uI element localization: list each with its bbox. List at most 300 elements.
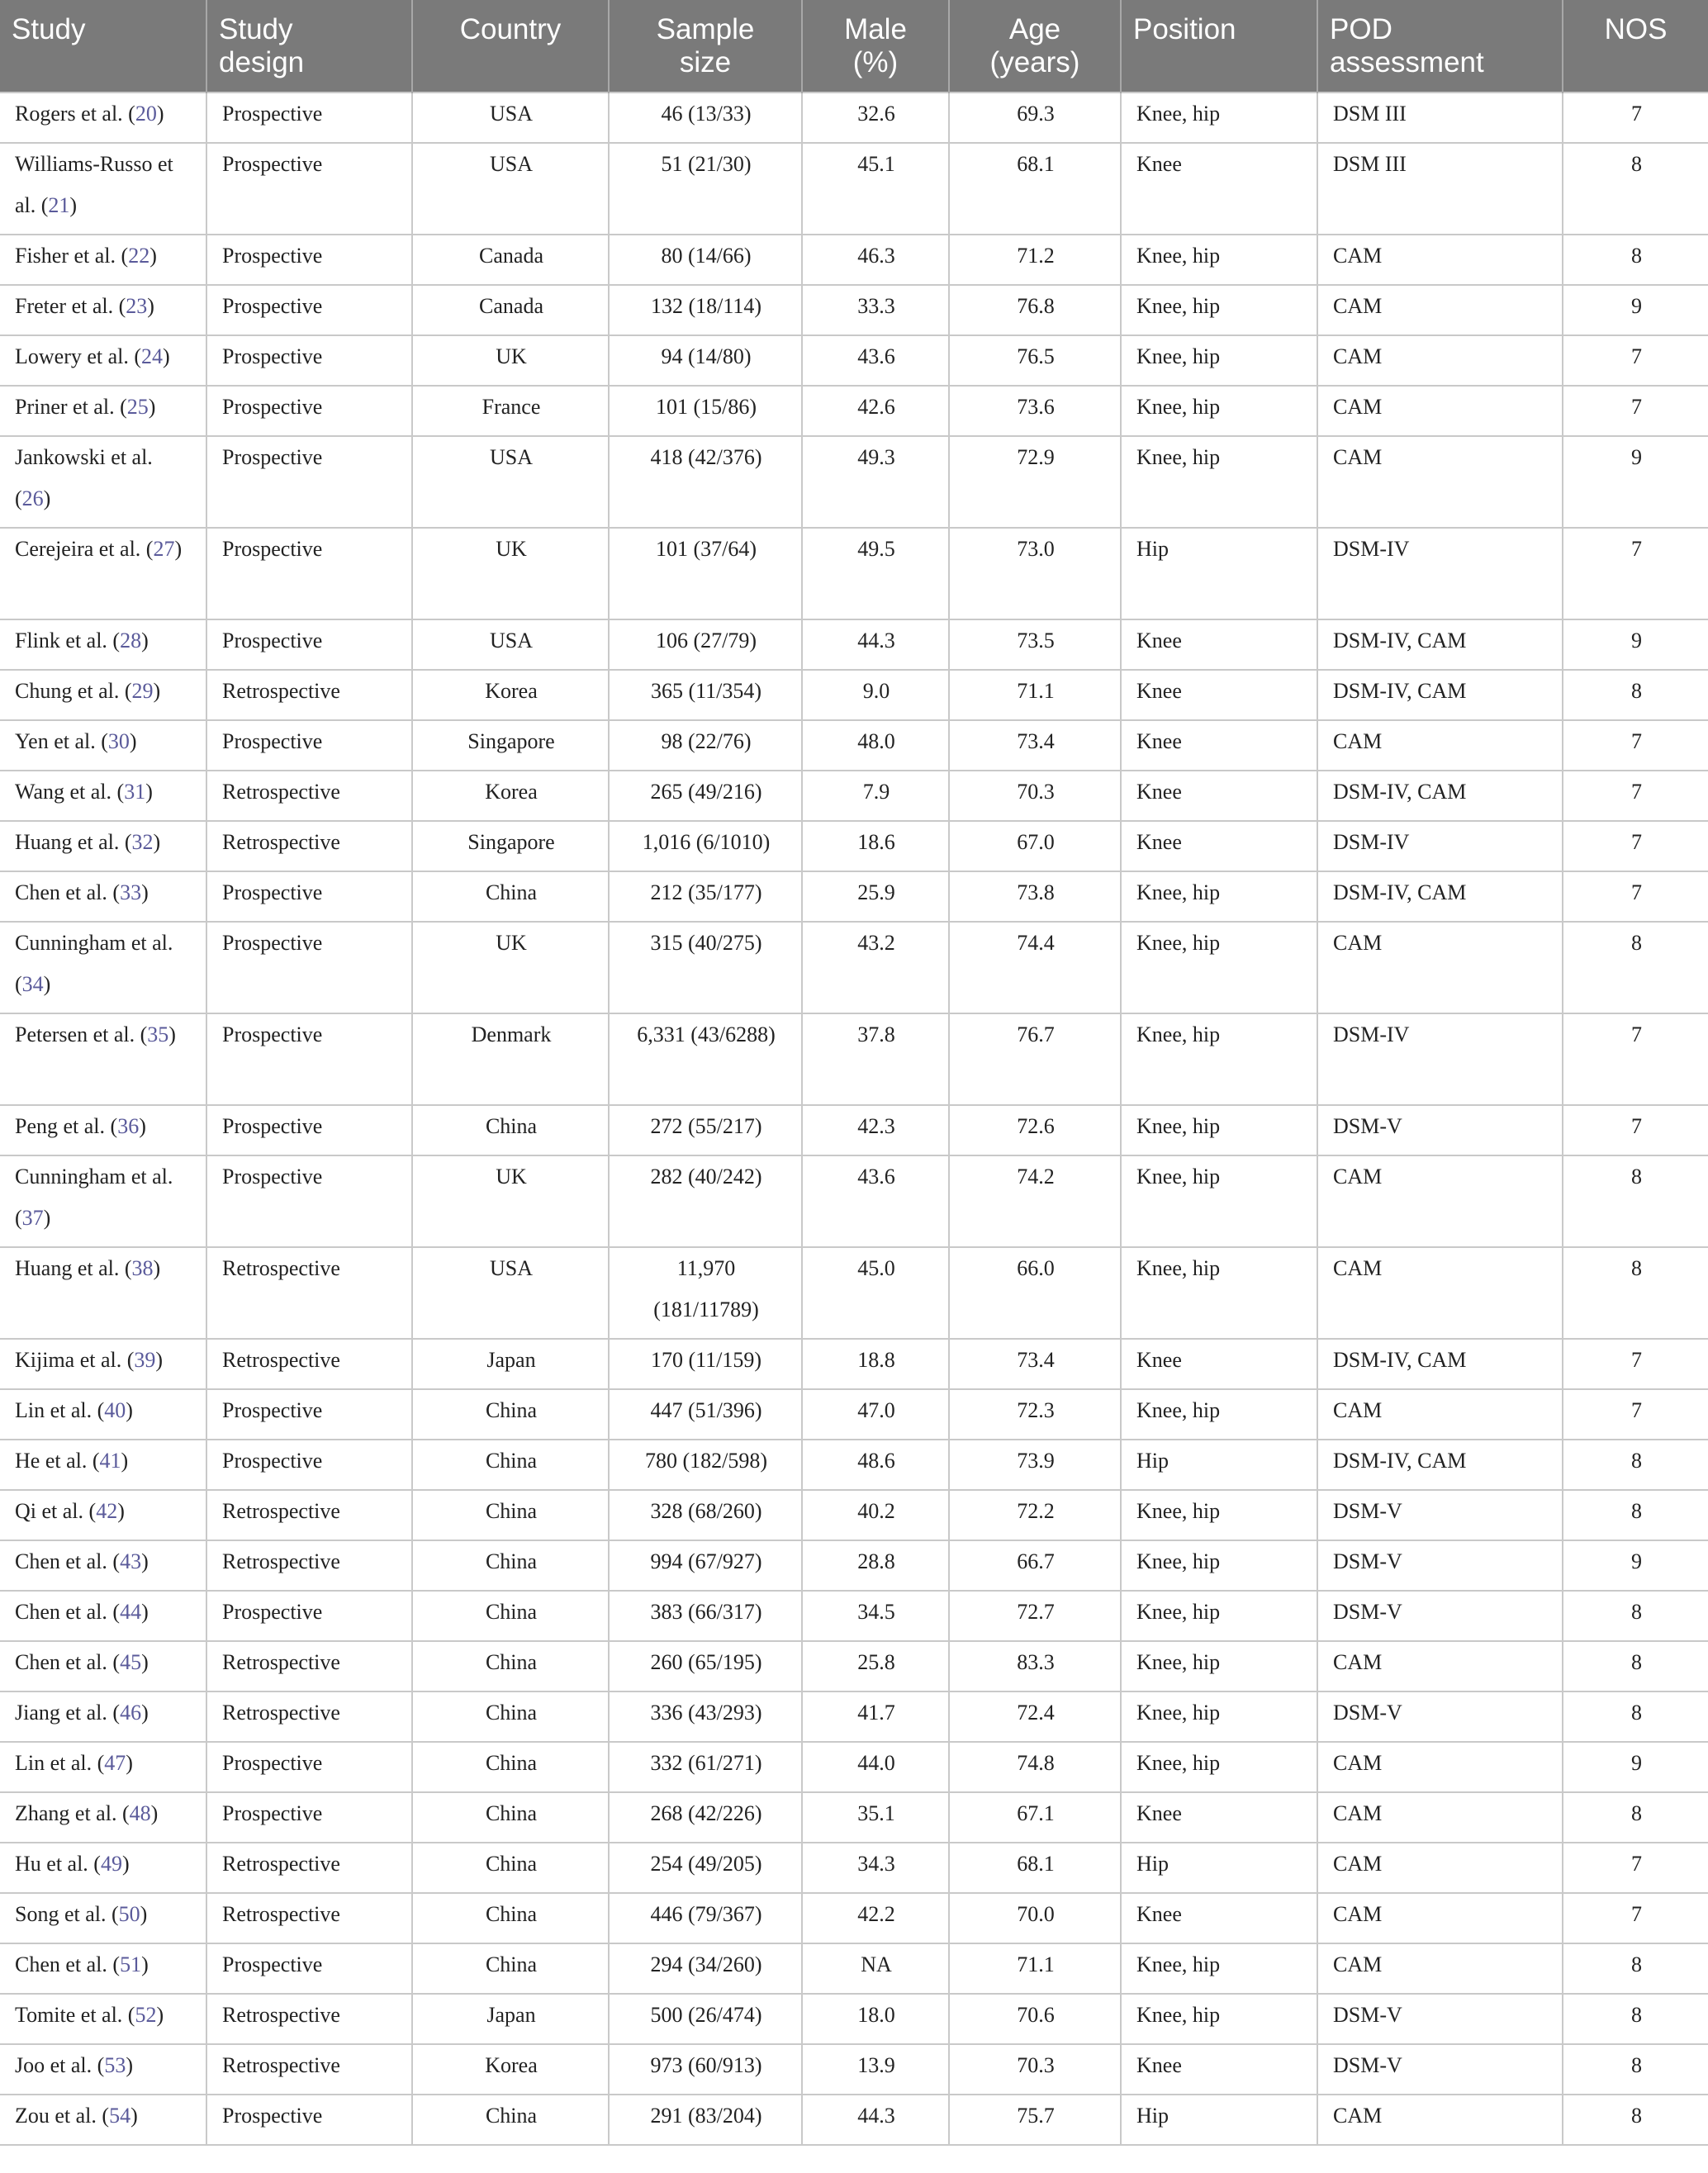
cell-nos: 8 <box>1563 143 1708 235</box>
cell-nos: 8 <box>1563 1641 1708 1691</box>
cell-male: 7.9 <box>802 771 949 821</box>
cell-nos: 7 <box>1563 1843 1708 1893</box>
cell-sample-size: 132 (18/114) <box>609 285 802 335</box>
cell-study-design: Prospective <box>206 922 412 1013</box>
cell-country: China <box>412 1742 609 1792</box>
study-paren-close: ) <box>117 1499 125 1523</box>
study-paren-close: ) <box>153 679 161 703</box>
cell-nos: 7 <box>1563 1339 1708 1389</box>
header-pod-assessment: POD assessment <box>1317 0 1563 93</box>
cell-age: 83.3 <box>949 1641 1121 1691</box>
cell-sample-size: 328 (68/260) <box>609 1490 802 1540</box>
cell-nos: 7 <box>1563 93 1708 143</box>
cell-country: UK <box>412 1155 609 1247</box>
cell-study <box>0 1389 206 1440</box>
study-paren-close: ) <box>130 2104 138 2128</box>
reference-link[interactable]: 46 <box>120 1701 142 1725</box>
cell-age: 69.3 <box>949 93 1121 143</box>
reference-link[interactable]: 34 <box>21 972 44 996</box>
reference-link[interactable]: 26 <box>21 486 44 510</box>
cell-pod-assessment: CAM <box>1317 720 1563 771</box>
reference-link[interactable]: 31 <box>124 780 146 804</box>
reference-link[interactable]: 36 <box>117 1114 140 1138</box>
cell-age: 70.6 <box>949 1994 1121 2044</box>
cell-study <box>0 1339 206 1389</box>
study-author: Tomite et al. ( <box>15 2003 135 2027</box>
cell-sample-size: 94 (14/80) <box>609 335 802 386</box>
study-paren-close: ) <box>148 395 156 419</box>
cell-sample-size: 272 (55/217) <box>609 1105 802 1155</box>
reference-link[interactable]: 51 <box>120 1952 142 1976</box>
cell-position: Knee, hip <box>1121 235 1317 285</box>
reference-link[interactable]: 54 <box>109 2104 131 2128</box>
table-row <box>0 1389 1708 1440</box>
cell-sample-size: 315 (40/275) <box>609 922 802 1013</box>
cell-position: Knee, hip <box>1121 1247 1317 1339</box>
header-country: Country <box>412 0 609 93</box>
study-author: Chen et al. ( <box>15 1600 121 1624</box>
cell-sample-size: 973 (60/913) <box>609 2044 802 2095</box>
cell-position: Knee, hip <box>1121 871 1317 922</box>
reference-link[interactable]: 27 <box>153 537 175 561</box>
cell-male: 34.5 <box>802 1591 949 1641</box>
cell-male: 46.3 <box>802 235 949 285</box>
header-position: Position <box>1121 0 1317 93</box>
cell-pod-assessment: DSM-V <box>1317 1994 1563 2044</box>
cell-pod-assessment: CAM <box>1317 1893 1563 1943</box>
header-age: Age (years) <box>949 0 1121 93</box>
study-paren-close: ) <box>43 1206 51 1230</box>
cell-nos: 8 <box>1563 1155 1708 1247</box>
table-body <box>0 93 1708 2145</box>
table-row <box>0 871 1708 922</box>
reference-link[interactable]: 35 <box>147 1022 169 1046</box>
study-author: Flink et al. ( <box>15 629 121 652</box>
cell-position: Knee, hip <box>1121 1742 1317 1792</box>
cell-country: Korea <box>412 2044 609 2095</box>
cell-study-design: Prospective <box>206 1105 412 1155</box>
cell-pod-assessment: DSM-V <box>1317 1691 1563 1742</box>
cell-sample-size: 101 (15/86) <box>609 386 802 436</box>
cell-pod-assessment: CAM <box>1317 1943 1563 1994</box>
cell-study <box>0 528 206 619</box>
cell-sample-size: 291 (83/204) <box>609 2095 802 2145</box>
table-row <box>0 1893 1708 1943</box>
table-row <box>0 1843 1708 1893</box>
reference-link[interactable]: 25 <box>126 395 149 419</box>
table-row <box>0 1742 1708 1792</box>
cell-age: 73.4 <box>949 720 1121 771</box>
cell-male: 41.7 <box>802 1691 949 1742</box>
table-row <box>0 235 1708 285</box>
study-paren-close: ) <box>129 729 137 753</box>
cell-nos: 9 <box>1563 285 1708 335</box>
cell-pod-assessment: CAM <box>1317 1155 1563 1247</box>
cell-pod-assessment: DSM-IV, CAM <box>1317 1440 1563 1490</box>
cell-age: 74.8 <box>949 1742 1121 1792</box>
cell-male: 43.2 <box>802 922 949 1013</box>
cell-pod-assessment: DSM-V <box>1317 1490 1563 1540</box>
cell-age: 67.0 <box>949 821 1121 871</box>
cell-country: Singapore <box>412 821 609 871</box>
cell-sample-size: 51 (21/30) <box>609 143 802 235</box>
cell-country: Korea <box>412 670 609 720</box>
table-row <box>0 1105 1708 1155</box>
study-author: Williams-Russo et al. ( <box>15 152 173 217</box>
study-author: Lowery et al. ( <box>15 344 142 368</box>
header-sample-size: Sample size <box>609 0 802 93</box>
cell-sample-size: 106 (27/79) <box>609 619 802 670</box>
cell-age: 70.3 <box>949 771 1121 821</box>
cell-sample-size: 11,970 (181/11789) <box>609 1247 802 1339</box>
cell-male: 45.1 <box>802 143 949 235</box>
cell-male: 33.3 <box>802 285 949 335</box>
table-row <box>0 1641 1708 1691</box>
table-row <box>0 2095 1708 2145</box>
study-paren-close: ) <box>153 1256 161 1280</box>
cell-pod-assessment: DSM-IV, CAM <box>1317 871 1563 922</box>
cell-age: 72.2 <box>949 1490 1121 1540</box>
cell-country: Denmark <box>412 1013 609 1105</box>
reference-link[interactable]: 47 <box>104 1751 126 1775</box>
cell-position: Knee, hip <box>1121 1490 1317 1540</box>
cell-male: 48.0 <box>802 720 949 771</box>
cell-age: 73.4 <box>949 1339 1121 1389</box>
study-paren-close: ) <box>141 1650 149 1674</box>
study-author: Hu et al. ( <box>15 1852 101 1876</box>
cell-nos: 8 <box>1563 1792 1708 1843</box>
cell-position: Knee, hip <box>1121 1540 1317 1591</box>
reference-link[interactable]: 29 <box>131 679 154 703</box>
cell-study-design: Prospective <box>206 720 412 771</box>
cell-study-design: Prospective <box>206 2095 412 2145</box>
cell-male: 13.9 <box>802 2044 949 2095</box>
reference-link[interactable]: 49 <box>100 1852 122 1876</box>
table-row <box>0 1155 1708 1247</box>
cell-sample-size: 780 (182/598) <box>609 1440 802 1490</box>
cell-nos: 8 <box>1563 1490 1708 1540</box>
reference-link[interactable]: 23 <box>126 294 148 318</box>
cell-position: Knee, hip <box>1121 1591 1317 1641</box>
cell-pod-assessment: CAM <box>1317 335 1563 386</box>
cell-nos: 7 <box>1563 821 1708 871</box>
cell-pod-assessment: DSM-V <box>1317 1540 1563 1591</box>
cell-country: France <box>412 386 609 436</box>
cell-male: 49.5 <box>802 528 949 619</box>
cell-position: Knee, hip <box>1121 1389 1317 1440</box>
study-paren-close: ) <box>174 537 183 561</box>
cell-country: China <box>412 1105 609 1155</box>
cell-male: 37.8 <box>802 1013 949 1105</box>
cell-study <box>0 619 206 670</box>
cell-study-design: Retrospective <box>206 1540 412 1591</box>
cell-male: 25.8 <box>802 1641 949 1691</box>
cell-study <box>0 1792 206 1843</box>
cell-study-design: Prospective <box>206 386 412 436</box>
study-author: Petersen et al. ( <box>15 1022 148 1046</box>
reference-link[interactable]: 21 <box>48 193 70 217</box>
cell-country: China <box>412 1641 609 1691</box>
cell-male: 43.6 <box>802 1155 949 1247</box>
reference-link[interactable]: 22 <box>128 244 150 268</box>
cell-pod-assessment: CAM <box>1317 922 1563 1013</box>
cell-country: China <box>412 871 609 922</box>
cell-nos: 9 <box>1563 619 1708 670</box>
cell-country: China <box>412 1843 609 1893</box>
cell-age: 72.7 <box>949 1591 1121 1641</box>
cell-nos: 8 <box>1563 235 1708 285</box>
cell-nos: 9 <box>1563 436 1708 528</box>
reference-link[interactable]: 40 <box>104 1398 126 1422</box>
cell-male: 9.0 <box>802 670 949 720</box>
study-paren-close: ) <box>153 830 161 854</box>
study-paren-close: ) <box>126 2053 133 2077</box>
study-author: Cunningham et al. ( <box>15 1165 173 1230</box>
cell-nos: 8 <box>1563 670 1708 720</box>
cell-position: Knee <box>1121 2044 1317 2095</box>
cell-pod-assessment: DSM-IV, CAM <box>1317 771 1563 821</box>
reference-link[interactable]: 44 <box>120 1600 142 1624</box>
cell-study-design: Prospective <box>206 335 412 386</box>
cell-sample-size: 80 (14/66) <box>609 235 802 285</box>
study-author: Rogers et al. ( <box>15 102 135 126</box>
table-row <box>0 143 1708 235</box>
study-paren-close: ) <box>121 1449 129 1473</box>
header-nos: NOS <box>1563 0 1708 93</box>
cell-sample-size: 447 (51/396) <box>609 1389 802 1440</box>
cell-age: 71.1 <box>949 1943 1121 1994</box>
cell-sample-size: 254 (49/205) <box>609 1843 802 1893</box>
cell-country: USA <box>412 93 609 143</box>
cell-study <box>0 386 206 436</box>
cell-nos: 7 <box>1563 1013 1708 1105</box>
cell-country: UK <box>412 528 609 619</box>
cell-position: Knee <box>1121 771 1317 821</box>
table-row <box>0 1013 1708 1105</box>
study-paren-close: ) <box>69 193 78 217</box>
cell-country: Japan <box>412 1994 609 2044</box>
cell-country: China <box>412 1943 609 1994</box>
cell-nos: 7 <box>1563 1389 1708 1440</box>
cell-country: China <box>412 1490 609 1540</box>
cell-nos: 8 <box>1563 2044 1708 2095</box>
cell-position: Knee, hip <box>1121 1691 1317 1742</box>
cell-country: Canada <box>412 285 609 335</box>
study-author: Chung et al. ( <box>15 679 132 703</box>
cell-study <box>0 1440 206 1490</box>
table-row <box>0 93 1708 143</box>
cell-study-design: Prospective <box>206 528 412 619</box>
cell-sample-size: 98 (22/76) <box>609 720 802 771</box>
cell-study-design: Prospective <box>206 1440 412 1490</box>
cell-sample-size: 418 (42/376) <box>609 436 802 528</box>
cell-sample-size: 6,331 (43/6288) <box>609 1013 802 1105</box>
cell-sample-size: 101 (37/64) <box>609 528 802 619</box>
study-paren-close: ) <box>139 1114 146 1138</box>
cell-pod-assessment: DSM-IV, CAM <box>1317 1339 1563 1389</box>
study-author: Priner et al. ( <box>15 395 127 419</box>
reference-link[interactable]: 52 <box>135 2003 157 2027</box>
cell-position: Hip <box>1121 528 1317 619</box>
reference-link[interactable]: 50 <box>118 1902 140 1926</box>
cell-sample-size: 336 (43/293) <box>609 1691 802 1742</box>
table-row <box>0 821 1708 871</box>
reference-link[interactable]: 53 <box>104 2053 126 2077</box>
cell-position: Knee, hip <box>1121 1943 1317 1994</box>
table-row <box>0 1943 1708 1994</box>
reference-link[interactable]: 20 <box>135 102 157 126</box>
cell-study <box>0 1893 206 1943</box>
reference-link[interactable]: 42 <box>96 1499 118 1523</box>
cell-position: Knee <box>1121 619 1317 670</box>
cell-age: 72.6 <box>949 1105 1121 1155</box>
cell-pod-assessment: DSM-V <box>1317 1105 1563 1155</box>
reference-link[interactable]: 48 <box>129 1801 151 1825</box>
cell-male: 45.0 <box>802 1247 949 1339</box>
cell-male: 40.2 <box>802 1490 949 1540</box>
cell-study <box>0 1742 206 1792</box>
reference-link[interactable]: 33 <box>120 880 142 904</box>
reference-link[interactable]: 39 <box>134 1348 156 1372</box>
cell-study <box>0 235 206 285</box>
cell-country: Japan <box>412 1339 609 1389</box>
cell-nos: 8 <box>1563 1440 1708 1490</box>
cell-study-design: Retrospective <box>206 1339 412 1389</box>
cell-nos: 7 <box>1563 771 1708 821</box>
table-row <box>0 1339 1708 1389</box>
cell-position: Knee <box>1121 821 1317 871</box>
reference-link[interactable]: 45 <box>120 1650 142 1674</box>
cell-study <box>0 436 206 528</box>
cell-study-design: Prospective <box>206 235 412 285</box>
study-paren-close: ) <box>156 2003 164 2027</box>
header-study: Study <box>0 0 206 93</box>
cell-study-design: Retrospective <box>206 1641 412 1691</box>
cell-country: China <box>412 2095 609 2145</box>
table-row <box>0 619 1708 670</box>
cell-age: 73.0 <box>949 528 1121 619</box>
study-author: Huang et al. ( <box>15 830 132 854</box>
table-row <box>0 1247 1708 1339</box>
cell-position: Hip <box>1121 2095 1317 2145</box>
table-row <box>0 922 1708 1013</box>
cell-male: 42.6 <box>802 386 949 436</box>
reference-link[interactable]: 38 <box>131 1256 154 1280</box>
cell-age: 73.9 <box>949 1440 1121 1490</box>
cell-study-design: Retrospective <box>206 2044 412 2095</box>
cell-sample-size: 260 (65/195) <box>609 1641 802 1691</box>
cell-study <box>0 1843 206 1893</box>
study-author: Chen et al. ( <box>15 1650 121 1674</box>
study-author: Jankowski et al. ( <box>15 445 153 510</box>
study-paren-close: ) <box>149 244 157 268</box>
cell-age: 70.0 <box>949 1893 1121 1943</box>
table-row <box>0 386 1708 436</box>
cell-study <box>0 1591 206 1641</box>
cell-position: Knee <box>1121 1339 1317 1389</box>
study-paren-close: ) <box>141 880 149 904</box>
cell-position: Hip <box>1121 1843 1317 1893</box>
cell-country: Korea <box>412 771 609 821</box>
cell-study <box>0 1490 206 1540</box>
cell-male: 18.6 <box>802 821 949 871</box>
study-paren-close: ) <box>156 102 164 126</box>
cell-study-design: Retrospective <box>206 1691 412 1742</box>
cell-study-design: Prospective <box>206 871 412 922</box>
cell-country: China <box>412 1591 609 1641</box>
cell-study-design: Prospective <box>206 1742 412 1792</box>
cell-sample-size: 500 (26/474) <box>609 1994 802 2044</box>
cell-study-design: Retrospective <box>206 821 412 871</box>
study-author: He et al. ( <box>15 1449 100 1473</box>
cell-position: Knee, hip <box>1121 1994 1317 2044</box>
cell-nos: 7 <box>1563 871 1708 922</box>
reference-link[interactable]: 43 <box>120 1549 142 1573</box>
reference-link[interactable]: 30 <box>107 729 130 753</box>
cell-sample-size: 446 (79/367) <box>609 1893 802 1943</box>
cell-age: 68.1 <box>949 143 1121 235</box>
cell-sample-size: 294 (34/260) <box>609 1943 802 1994</box>
cell-study <box>0 1691 206 1742</box>
cell-study-design: Prospective <box>206 1792 412 1843</box>
study-paren-close: ) <box>145 780 153 804</box>
reference-link[interactable]: 37 <box>21 1206 44 1230</box>
cell-pod-assessment: CAM <box>1317 1247 1563 1339</box>
cell-country: UK <box>412 335 609 386</box>
cell-male: 32.6 <box>802 93 949 143</box>
cell-nos: 7 <box>1563 335 1708 386</box>
cell-sample-size: 265 (49/216) <box>609 771 802 821</box>
cell-study <box>0 720 206 771</box>
cell-sample-size: 383 (66/317) <box>609 1591 802 1641</box>
cell-age: 66.0 <box>949 1247 1121 1339</box>
study-paren-close: ) <box>147 294 154 318</box>
cell-nos: 8 <box>1563 922 1708 1013</box>
reference-link[interactable]: 32 <box>131 830 154 854</box>
cell-position: Knee, hip <box>1121 1641 1317 1691</box>
cell-study-design: Retrospective <box>206 1994 412 2044</box>
cell-study <box>0 922 206 1013</box>
cell-study <box>0 285 206 335</box>
cell-male: 42.2 <box>802 1893 949 1943</box>
cell-study-design: Prospective <box>206 1943 412 1994</box>
cell-country: China <box>412 1691 609 1742</box>
cell-position: Knee, hip <box>1121 436 1317 528</box>
cell-pod-assessment: CAM <box>1317 1792 1563 1843</box>
cell-age: 71.2 <box>949 235 1121 285</box>
study-author: Jiang et al. ( <box>15 1701 121 1725</box>
reference-link[interactable]: 24 <box>141 344 164 368</box>
study-author: Yen et al. ( <box>15 729 108 753</box>
cell-pod-assessment: CAM <box>1317 436 1563 528</box>
cell-age: 70.3 <box>949 2044 1121 2095</box>
reference-link[interactable]: 41 <box>99 1449 121 1473</box>
cell-sample-size: 1,016 (6/1010) <box>609 821 802 871</box>
cell-country: USA <box>412 619 609 670</box>
cell-position: Hip <box>1121 1440 1317 1490</box>
study-author: Freter et al. ( <box>15 294 126 318</box>
cell-nos: 9 <box>1563 1540 1708 1591</box>
study-author: Chen et al. ( <box>15 880 121 904</box>
table-row <box>0 1691 1708 1742</box>
cell-male: 35.1 <box>802 1792 949 1843</box>
table-row <box>0 528 1708 619</box>
table-row <box>0 1591 1708 1641</box>
cell-male: 49.3 <box>802 436 949 528</box>
cell-age: 76.8 <box>949 285 1121 335</box>
reference-link[interactable]: 28 <box>120 629 142 652</box>
cell-study-design: Retrospective <box>206 771 412 821</box>
